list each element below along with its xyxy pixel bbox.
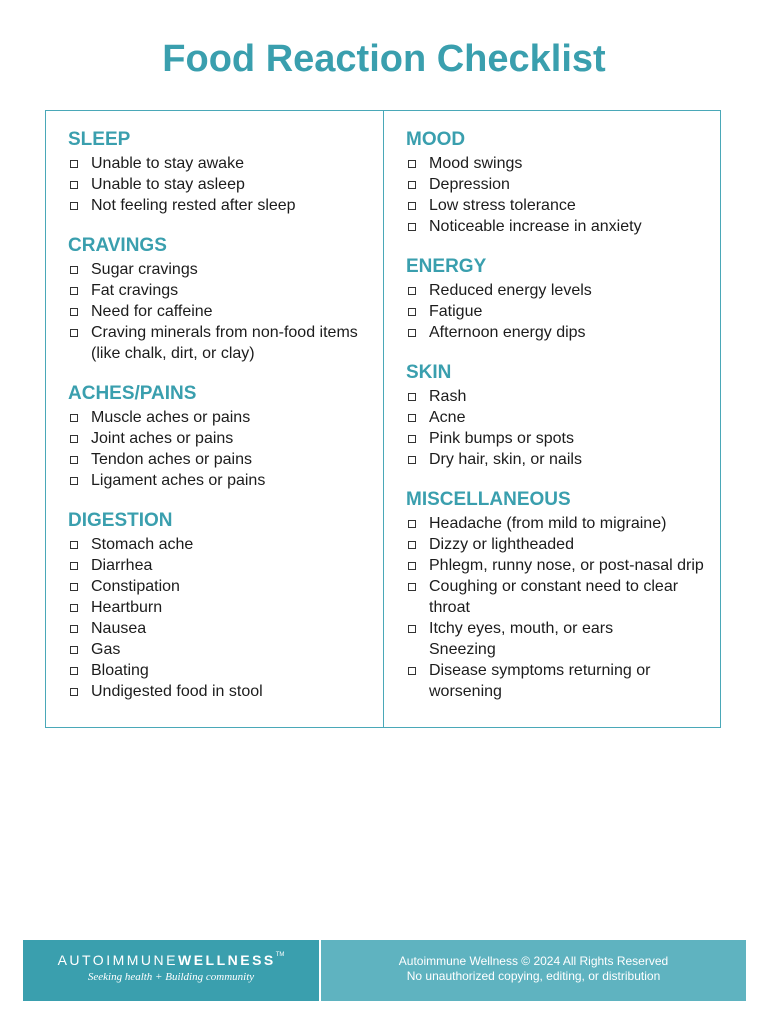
section-cravings xyxy=(68,233,368,364)
section-heading: SLEEP xyxy=(68,129,131,150)
checklist-item xyxy=(406,301,706,322)
checkbox-icon[interactable] xyxy=(408,625,416,633)
checklist-item xyxy=(406,386,706,407)
checkbox-icon[interactable] xyxy=(408,562,416,570)
checkbox-icon[interactable] xyxy=(70,202,78,210)
checklist xyxy=(406,280,706,343)
checklist-item-label: Gas xyxy=(91,641,121,658)
checklist-item xyxy=(68,470,368,491)
checklist-item xyxy=(68,407,368,428)
section-heading: MOOD xyxy=(406,129,466,150)
checklist-item-label: Not feeling rested after sleep xyxy=(91,197,296,214)
checklist xyxy=(406,153,706,237)
checklist-item-label: Constipation xyxy=(91,578,180,595)
section-digestion xyxy=(68,508,368,702)
checklist-item xyxy=(406,449,706,470)
checklist-item xyxy=(68,195,368,216)
footer-copyright xyxy=(321,940,746,1001)
checkbox-icon[interactable] xyxy=(408,202,416,210)
checkbox-icon[interactable] xyxy=(408,393,416,401)
checklist-item xyxy=(68,681,368,702)
checkbox-icon[interactable] xyxy=(70,625,78,633)
brand-logo xyxy=(23,952,319,968)
left-column xyxy=(68,127,368,719)
checklist-item xyxy=(406,576,706,618)
checklist-item xyxy=(68,576,368,597)
footer-brand xyxy=(23,940,319,1001)
checkbox-icon[interactable] xyxy=(70,181,78,189)
checkbox-icon[interactable] xyxy=(408,667,416,675)
checklist-item xyxy=(406,639,706,660)
checkbox-icon[interactable] xyxy=(408,435,416,443)
checkbox-icon[interactable] xyxy=(70,477,78,485)
section-skin xyxy=(406,360,706,470)
checkbox-icon[interactable] xyxy=(70,414,78,422)
checklist-item-label: Phlegm, runny nose, or post-nasal drip xyxy=(429,557,704,574)
brand-tagline: Seeking health + Building community xyxy=(87,971,255,983)
checkbox-icon[interactable] xyxy=(70,604,78,612)
checklist-item xyxy=(68,428,368,449)
checklist-item-label: Dry hair, skin, or nails xyxy=(429,451,582,468)
checklist-item-label: Undigested food in stool xyxy=(91,683,263,700)
checklist-item-label: Fatigue xyxy=(429,303,483,320)
checkbox-icon[interactable] xyxy=(70,287,78,295)
checklist-item-label: Itchy eyes, mouth, or ears xyxy=(429,620,614,637)
checklist-item-label: Headache (from mild to migraine) xyxy=(429,515,667,532)
checkbox-icon[interactable] xyxy=(70,266,78,274)
checklist-item-label: Craving minerals from non-food items (like chalk, dirt, or clay) xyxy=(91,324,358,362)
checklist-item xyxy=(406,195,706,216)
checklist-item-label: Disease symptoms returning or worsening xyxy=(429,662,651,700)
checklist-item-label: Heartburn xyxy=(91,599,163,616)
page-title: Food Reaction Checklist xyxy=(162,38,606,80)
checklist-item-label: Sugar cravings xyxy=(91,261,198,278)
trademark-mark: TM xyxy=(275,952,285,958)
checklist-item xyxy=(68,153,368,174)
checklist xyxy=(68,259,368,364)
right-column xyxy=(406,127,706,719)
checklist-item-label: Depression xyxy=(429,176,510,193)
checklist-item xyxy=(406,618,706,639)
checklist-item xyxy=(68,618,368,639)
checklist-item-label: Nausea xyxy=(91,620,147,637)
checklist-item-label: Mood swings xyxy=(429,155,523,172)
section-heading: DIGESTION xyxy=(68,510,173,531)
section-miscellaneous xyxy=(406,487,706,702)
checklist-item xyxy=(406,280,706,301)
checkbox-icon[interactable] xyxy=(70,688,78,696)
checklist-item xyxy=(68,280,368,301)
checklist-item-label: Rash xyxy=(429,388,467,405)
section-heading: ACHES/PAINS xyxy=(68,383,197,404)
checklist-item xyxy=(406,555,706,576)
section-aches-pains xyxy=(68,381,368,491)
checklist-item-label: Joint aches or pains xyxy=(91,430,234,447)
checklist-item-label: Reduced energy levels xyxy=(429,282,592,299)
section-mood xyxy=(406,127,706,237)
checklist-item xyxy=(68,301,368,322)
copyright-notice: No unauthorized copying, editing, or distribution xyxy=(406,969,661,983)
checkbox-icon[interactable] xyxy=(70,562,78,570)
section-energy xyxy=(406,254,706,343)
checklist-item xyxy=(68,259,368,280)
checkbox-icon[interactable] xyxy=(408,541,416,549)
checklist-item xyxy=(406,174,706,195)
checklist-item xyxy=(406,660,706,702)
checklist-item xyxy=(406,216,706,237)
checkbox-icon[interactable] xyxy=(408,223,416,231)
checklist-item-label: Unable to stay awake xyxy=(91,155,244,172)
checklist-item-label: Muscle aches or pains xyxy=(91,409,251,426)
checklist-item-label: Noticeable increase in anxiety xyxy=(429,218,642,235)
checklist-item-label: Sneezing xyxy=(429,641,496,658)
checklist xyxy=(406,386,706,470)
checklist-item xyxy=(68,534,368,555)
checkbox-icon[interactable] xyxy=(70,667,78,675)
checklist-item-label: Tendon aches or pains xyxy=(91,451,252,468)
checklist-item xyxy=(406,407,706,428)
checklist-item xyxy=(406,428,706,449)
section-sleep xyxy=(68,127,368,216)
checklist-item xyxy=(68,597,368,618)
checklist-item xyxy=(406,513,706,534)
checklist-item xyxy=(406,534,706,555)
checklist xyxy=(68,534,368,702)
section-heading: MISCELLANEOUS xyxy=(406,489,571,510)
checklist-item-label: Diarrhea xyxy=(91,557,153,574)
checklist-item xyxy=(68,555,368,576)
checklist-item xyxy=(68,449,368,470)
checklist-item-label: Fat cravings xyxy=(91,282,179,299)
checkbox-icon[interactable] xyxy=(408,329,416,337)
checkbox-icon[interactable] xyxy=(408,414,416,422)
checkbox-icon[interactable] xyxy=(408,287,416,295)
checkbox-icon[interactable] xyxy=(70,308,78,316)
checklist-box xyxy=(45,110,721,728)
checkbox-icon[interactable] xyxy=(70,435,78,443)
checklist-item-label: Coughing or constant need to clear throat xyxy=(429,578,679,616)
checklist xyxy=(68,407,368,491)
checklist-item xyxy=(406,153,706,174)
checklist-item xyxy=(406,322,706,343)
section-heading: SKIN xyxy=(406,362,452,383)
checkbox-icon[interactable] xyxy=(408,583,416,591)
checkbox-icon[interactable] xyxy=(408,308,416,316)
checklist-item-label: Acne xyxy=(429,409,466,426)
checkbox-icon[interactable] xyxy=(70,541,78,549)
brand-name-bold: WELLNESS xyxy=(177,952,276,968)
brand-name-thin: AUTOIMMUNE xyxy=(57,952,178,968)
checklist-item-label: Stomach ache xyxy=(91,536,194,553)
checklist-item xyxy=(68,639,368,660)
checklist-item-label: Low stress tolerance xyxy=(429,197,576,214)
checkbox-icon[interactable] xyxy=(70,160,78,168)
checklist xyxy=(406,513,706,702)
copyright-text: Autoimmune Wellness © 2024 All Rights Reserved xyxy=(398,954,669,968)
checkbox-icon[interactable] xyxy=(70,583,78,591)
checkbox-icon[interactable] xyxy=(408,456,416,464)
checklist-item xyxy=(68,660,368,681)
checkbox-icon[interactable] xyxy=(408,181,416,189)
checklist-item-label: Unable to stay asleep xyxy=(91,176,245,193)
column-divider xyxy=(383,111,384,727)
section-heading: ENERGY xyxy=(406,256,487,277)
checklist-item xyxy=(68,174,368,195)
section-heading: CRAVINGS xyxy=(68,235,167,256)
checkbox-icon[interactable] xyxy=(70,329,78,337)
checklist xyxy=(68,153,368,216)
checkbox-icon[interactable] xyxy=(70,646,78,654)
checkbox-icon[interactable] xyxy=(408,160,416,168)
checklist-item-label: Need for caffeine xyxy=(91,303,213,320)
checklist-item-label: Dizzy or lightheaded xyxy=(429,536,574,553)
checklist-item-label: Pink bumps or spots xyxy=(429,430,574,447)
checkbox-icon[interactable] xyxy=(70,456,78,464)
checklist-item-label: Afternoon energy dips xyxy=(429,324,586,341)
checklist-item-label: Ligament aches or pains xyxy=(91,472,266,489)
checklist-item-label: Bloating xyxy=(91,662,149,679)
checklist-item xyxy=(68,322,368,364)
checkbox-icon[interactable] xyxy=(408,520,416,528)
